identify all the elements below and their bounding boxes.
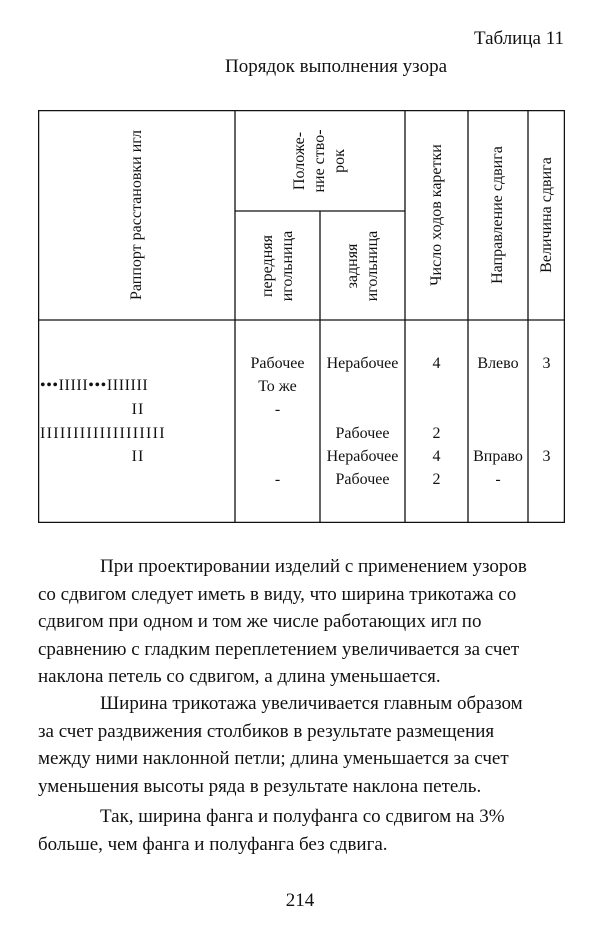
- header-front-line-2: игольница: [278, 230, 296, 301]
- table-label: Таблица 11: [473, 28, 564, 49]
- strokes-row-4: 2: [432, 425, 441, 442]
- rapport-line-4: II: [131, 448, 145, 465]
- paragraph-2: [38, 690, 565, 800]
- header-shift: [528, 110, 565, 320]
- header-front-text: [258, 230, 298, 301]
- paragraph-1-line: наклона петель со сдвигом, а длина уменьшается.: [38, 666, 441, 687]
- header-strokes-text: Число ходов каретки: [427, 144, 445, 286]
- paragraph-1-line: сдвигом при одном и том же числе работающих игл по: [38, 611, 482, 632]
- rapport-line-1: •••IIIII•••IIIIIII: [40, 377, 149, 394]
- header-position: [235, 110, 405, 211]
- header-back-needle-bed: [320, 211, 405, 320]
- header-position-line-1: Положе-: [291, 131, 308, 190]
- back-row-4: Рабочее: [335, 425, 390, 442]
- header-front-line-1: передняя: [258, 234, 276, 297]
- header-direction: [468, 110, 528, 320]
- paragraph-2-line: уменьшения высоты ряда в результате наклона петель.: [38, 775, 482, 797]
- header-rapport-text: Раппорт расстановки игл: [127, 129, 145, 301]
- strokes-row-1: 4: [432, 355, 441, 372]
- header-direction-text: Направление сдвига: [489, 146, 506, 284]
- direction-row-6: -: [495, 471, 501, 488]
- strokes-row-6: 2: [432, 471, 441, 488]
- header-strokes: [405, 110, 468, 320]
- rapport-line-3: IIIIIIIIIIIIIIIIIII: [40, 425, 166, 442]
- back-row-1: Нерабочее: [326, 355, 399, 372]
- paragraph-3-line: больше, чем фанга и полуфанга без сдвига.: [38, 833, 388, 855]
- back-row-6: Рабочее: [335, 471, 390, 488]
- header-front-needle-bed: [235, 211, 320, 320]
- rapport-line-2: II: [131, 401, 145, 418]
- front-row-1: Рабочее: [250, 355, 305, 372]
- page-number: 214: [285, 890, 315, 911]
- pattern-table: [38, 110, 565, 523]
- direction-row-1: Влево: [477, 355, 519, 372]
- paragraph-1: [38, 553, 565, 691]
- front-row-2: То же: [258, 378, 297, 395]
- header-back-line-2: игольница: [363, 230, 381, 301]
- direction-row-5: Вправо: [473, 448, 523, 465]
- paragraph-2-line: за счет раздвижения столбиков в результате размещения: [38, 720, 495, 742]
- header-shift-text: Величина сдвига: [537, 157, 555, 273]
- paragraph-2-line: Ширина трикотажа увеличивается главным образом: [100, 693, 523, 714]
- paragraph-3-line: Так, ширина фанга и полуфанга со сдвигом на 3%: [100, 806, 505, 827]
- paragraph-3: [38, 803, 565, 858]
- paragraph-1-line: При проектировании изделий с применением узоров: [100, 556, 527, 577]
- header-back-text: [343, 230, 383, 301]
- shift-row-5: 3: [542, 448, 551, 465]
- header-position-line-2: ние ство-: [311, 128, 328, 193]
- paragraph-1-line: со сдвигом следует иметь в виду, что ширина трикотажа со: [38, 583, 517, 605]
- front-row-3: -: [274, 401, 281, 418]
- header-rapport: [38, 110, 235, 320]
- paragraph-1-line: сравнению с гладким переплетением увеличивается за счет: [38, 638, 520, 660]
- header-position-text: [290, 129, 350, 192]
- shift-row-1: 3: [542, 355, 551, 372]
- header-back-line-1: задняя: [343, 243, 361, 288]
- table-title: Порядок выполнения узора: [225, 56, 447, 77]
- front-row-6: -: [274, 471, 281, 488]
- strokes-row-5: 4: [432, 448, 441, 465]
- back-row-5: Нерабочее: [326, 448, 399, 465]
- paragraph-2-line: между ними наклонной петли; длина уменьшается за счет: [38, 748, 509, 769]
- header-position-line-3: рок: [331, 148, 348, 173]
